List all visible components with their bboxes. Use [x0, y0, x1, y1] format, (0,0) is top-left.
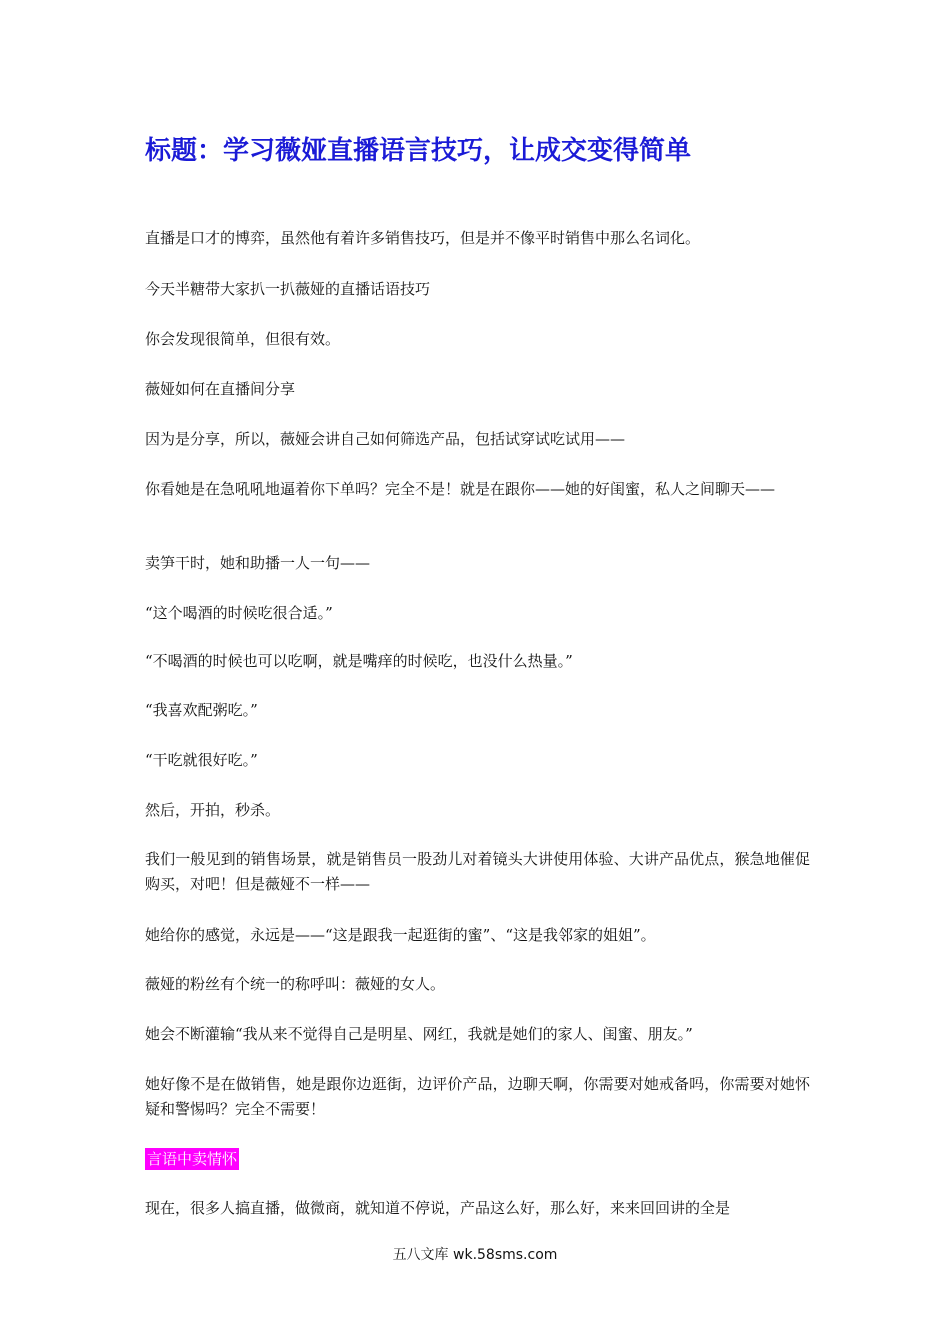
paragraph-17: 她好像不是在做销售，她是跟你边逛街，边评价产品，边聊天啊，你需要对她戒备吗，你需要对她怀疑和警惕吗？完全不需要！: [145, 1075, 810, 1118]
paragraph-15: 薇娅的粉丝有个统一的称呼叫：薇娅的女人。: [145, 975, 446, 993]
paragraph-13: 我们一般见到的销售场景，就是销售员一股劲儿对着镜头大讲使用体验、大讲产品优点，猴急地催促购买，对吧！但是薇娅不一样——: [145, 850, 810, 893]
paragraph-10: “我喜欢配粥吃。”: [145, 701, 258, 719]
paragraph-9: “不喝酒的时候也可以吃啊，就是嘴痒的时候吃，也没什么热量。”: [145, 652, 573, 670]
paragraph-8: “这个喝酒的时候吃很合适。”: [145, 604, 333, 622]
paragraph-4: 薇娅如何在直播间分享: [145, 380, 296, 398]
paragraph-6: 你看她是在急吼吼地逼着你下单吗？完全不是！就是在跟你——她的好闺蜜，私人之间聊天——: [145, 480, 776, 498]
paragraph-1: 直播是口才的博弈，虽然他有着许多销售技巧，但是并不像平时销售中那么名词化。: [145, 229, 701, 247]
document-title: 标题：学习薇娅直播语言技巧，让成交变得简单: [145, 136, 692, 166]
paragraph-14: 她给你的感觉，永远是——“这是跟我一起逛街的蜜”、“这是我邻家的姐姐”。: [145, 926, 656, 944]
paragraph-11: “干吃就很好吃。”: [145, 751, 258, 769]
paragraph-7: 卖笋干时，她和助播一人一句——: [145, 554, 371, 572]
paragraph-16: 她会不断灌输“我从来不觉得自己是明星、网红，我就是她们的家人、闺蜜、朋友。”: [145, 1025, 693, 1043]
paragraph-5: 因为是分享，所以，薇娅会讲自己如何筛选产品，包括试穿试吃试用——: [145, 430, 626, 448]
paragraph-18: 现在，很多人搞直播，做微商，就知道不停说，产品这么好，那么好，来来回回讲的全是: [145, 1199, 731, 1217]
paragraph-2: 今天半糖带大家扒一扒薇娅的直播话语技巧: [145, 280, 431, 298]
paragraph-12: 然后，开拍，秒杀。: [145, 801, 281, 819]
section-heading-wrapper: [145, 1148, 239, 1170]
footer-watermark: 五八文库 wk.58sms.com: [392, 1247, 558, 1263]
paragraph-3: 你会发现很简单，但很有效。: [145, 330, 341, 348]
section-heading: 言语中卖情怀: [147, 1150, 238, 1168]
